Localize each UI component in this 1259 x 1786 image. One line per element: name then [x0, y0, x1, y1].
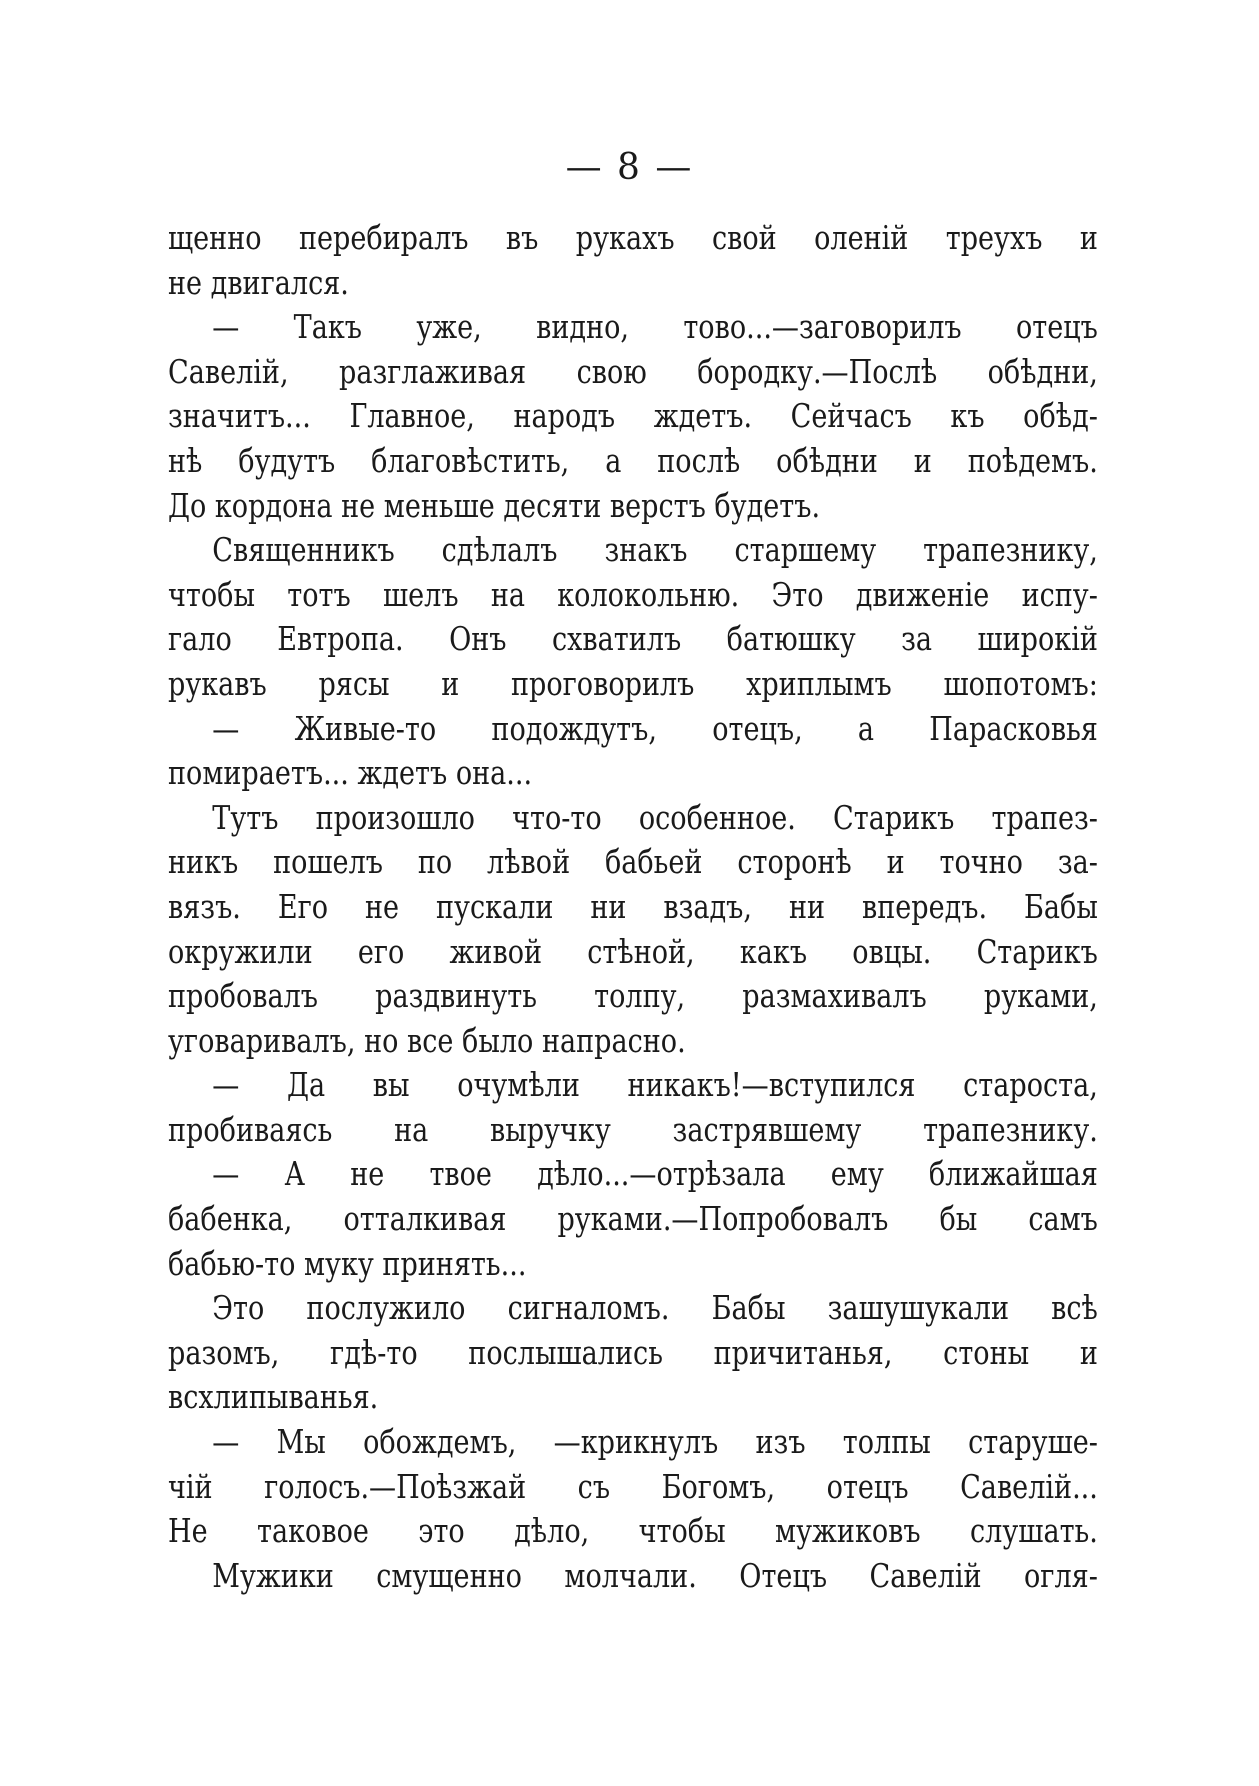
text-line: бабью-то муку принять...	[168, 1243, 527, 1283]
text-line: уговаривалъ, но все было напрасно.	[168, 1020, 686, 1060]
text-line: щенно перебиралъ въ рукахъ свой оленій треухъ и	[168, 218, 1098, 257]
text-line: никъ пошелъ по лѣвой бабьей сторонѣ и точно за-	[168, 842, 1098, 882]
text-line: рукавъ рясы и проговорилъ хриплымъ шопотомъ:	[168, 663, 1098, 703]
text-line: — Мы обождемъ, —крикнулъ изъ толпы старуше-	[212, 1422, 1098, 1462]
text-line: Мужики смущенно молчали. Отецъ Савелій огля-	[212, 1555, 1098, 1595]
text-line: пробовалъ раздвинуть толпу, размахивалъ руками,	[168, 976, 1098, 1016]
text-line: До кордона не меньше десяти верстъ будетъ.	[168, 485, 821, 525]
text-line: гало Евтропа. Онъ схватилъ батюшку за широкій	[168, 619, 1098, 659]
text-line: разомъ, гдѣ-то послышались причитанья, стоны и	[168, 1332, 1098, 1372]
text-line: Тутъ произошло что-то особенное. Старикъ трапез-	[212, 797, 1098, 837]
text-line: бабенка, отталкивая руками.—Попробовалъ бы самъ	[168, 1199, 1098, 1239]
text-line: чтобы тотъ шелъ на колокольню. Это движеніе испу-	[168, 574, 1098, 614]
text-line: всхлипыванья.	[168, 1377, 379, 1417]
text-line: нѣ будутъ благовѣстить, а послѣ обѣдни и поѣдемъ.	[168, 440, 1098, 480]
text-line: Священникъ сдѣлалъ знакъ старшему трапезнику,	[212, 530, 1098, 570]
text-line: Это послужило сигналомъ. Бабы зашушукали всѣ	[212, 1288, 1098, 1328]
text-line: — А не твое дѣло...—отрѣзала ему ближайшая	[212, 1154, 1098, 1194]
text-line: — Такъ уже, видно, тово...—заговорилъ отецъ	[212, 307, 1098, 347]
text-line: значитъ... Главное, народъ ждетъ. Сейчасъ къ обѣд-	[168, 396, 1098, 436]
text-line: пробиваясь на выручку застрявшему трапезнику.	[168, 1109, 1098, 1149]
text-line: Не таковое это дѣло, чтобы мужиковъ слушать.	[168, 1511, 1098, 1551]
page-body-text	[168, 216, 1098, 1598]
text-line: чій голосъ.—Поѣзжай съ Богомъ, отецъ Савелій...	[168, 1466, 1098, 1506]
page-number: — 8 —	[565, 147, 694, 188]
text-line: вязъ. Его не пускали ни взадъ, ни впередъ. Бабы	[168, 886, 1098, 926]
text-line: — Живые-то подождутъ, отецъ, а Парасковья	[212, 708, 1098, 748]
text-line: — Да вы очумѣли никакъ!—вступился староста,	[212, 1065, 1098, 1105]
text-line: не двигался.	[168, 262, 349, 302]
text-line: помираетъ... ждетъ она...	[168, 753, 533, 793]
text-line: Савелій, разглаживая свою бородку.—Послѣ обѣдни,	[168, 351, 1098, 391]
text-line: окружили его живой стѣной, какъ овцы. Старикъ	[168, 931, 1098, 971]
